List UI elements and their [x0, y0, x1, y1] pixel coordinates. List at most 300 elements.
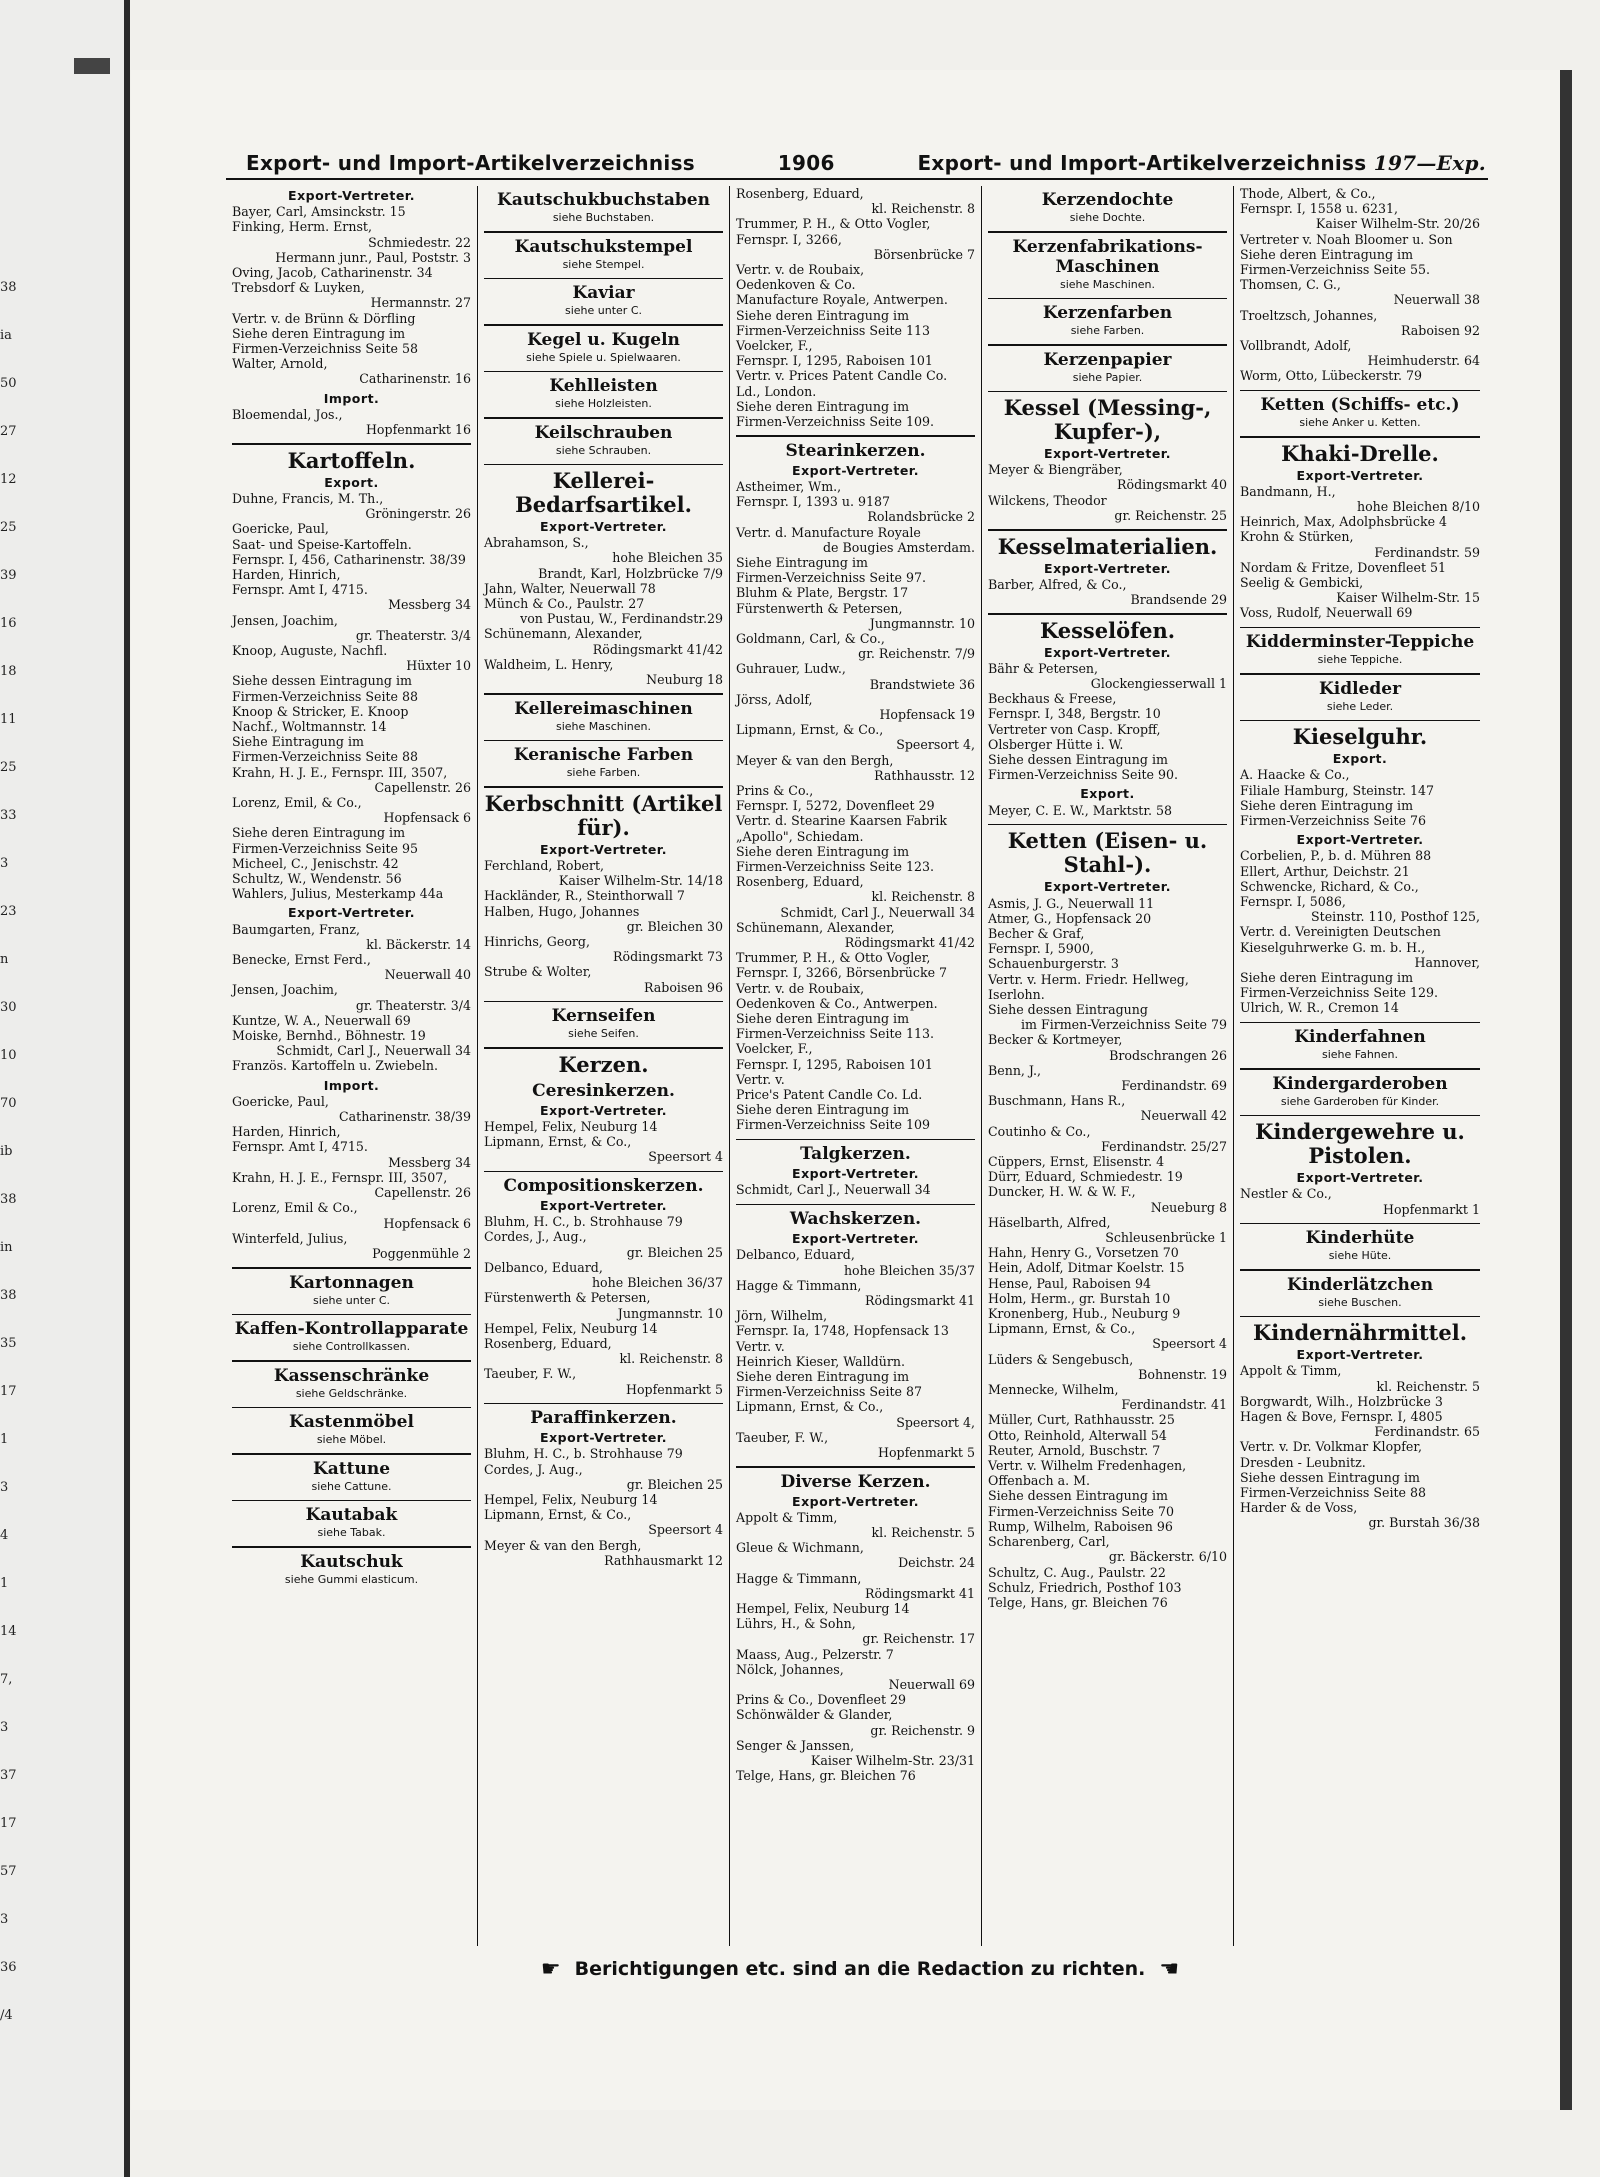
directory-entry: Lipmann, Ernst, & Co., — [736, 722, 884, 738]
category-title: Kassenschränke — [273, 1365, 430, 1386]
directory-entry: Voelcker, F., — [736, 338, 813, 354]
block-divider — [484, 231, 723, 233]
directory-entry: Lipmann, Ernst, & Co., — [988, 1321, 1136, 1337]
directory-entry: Winterfeld, Julius, — [232, 1230, 348, 1246]
directory-entry: Worm, Otto, Lübeckerstr. 79 — [1240, 368, 1423, 384]
gutter-mark: 50 — [0, 376, 17, 391]
section-heading: Import. — [323, 390, 380, 406]
gutter-mark: 18 — [0, 664, 17, 679]
directory-entry: Messberg 34 — [388, 1154, 471, 1170]
section-heading: Export-Vertreter. — [1044, 644, 1171, 660]
gutter-mark: 38 — [0, 280, 17, 295]
page-footer — [480, 1954, 1240, 1984]
block-divider — [232, 1360, 471, 1362]
category-title: Kindergewehre u. Pistolen. — [1255, 1119, 1465, 1169]
directory-entry: Lorenz, Emil & Co., — [232, 1200, 358, 1216]
directory-entry: Fernspr. I, 3266, — [736, 231, 842, 247]
gutter-mark: 1 — [0, 1576, 9, 1591]
subcategory-title: Ceresinkerzen. — [532, 1080, 675, 1101]
directory-entry: Siehe deren Eintragung im — [1240, 797, 1414, 813]
directory-entry: Prins & Co., Dovenfleet 29 — [736, 1692, 907, 1708]
category-title: Kegel u. Kugeln — [527, 329, 680, 350]
directory-entry: Capellenstr. 26 — [374, 1185, 471, 1201]
category-title: Kesselöfen. — [1039, 617, 1176, 643]
gutter-mark: 3 — [0, 1480, 9, 1495]
category-title: Kerzenfarben — [1042, 303, 1173, 323]
directory-entry: Schmidt, Carl J., Neuerwall 34 — [736, 1182, 931, 1198]
directory-block — [988, 350, 1227, 393]
directory-entry: Becher & Graf, — [988, 925, 1085, 941]
directory-entry: hohe Bleichen 35 — [612, 550, 723, 566]
category-title: Kattune — [312, 1458, 391, 1479]
directory-entry: Siehe dessen Eintragung im — [988, 1488, 1168, 1504]
section-heading: Export-Vertreter. — [1296, 1170, 1424, 1186]
block-divider — [1240, 1115, 1480, 1117]
directory-entry: Siehe dessen Eintragung im — [988, 752, 1168, 768]
directory-entry: Siehe dessen Eintragung — [988, 1001, 1148, 1017]
directory-entry: Siehe Eintragung im — [736, 554, 868, 570]
directory-block — [736, 1472, 975, 1784]
block-divider — [232, 1267, 471, 1269]
directory-entry: Siehe deren Eintragung im — [736, 1011, 910, 1027]
cross-reference: siehe Controllkassen. — [292, 1340, 411, 1354]
directory-entry: Schulz, Friedrich, Posthof 103 — [988, 1579, 1182, 1595]
directory-entry: Voelcker, F., — [736, 1041, 813, 1057]
directory-block — [232, 1273, 471, 1316]
directory-entry: Jörn, Wilhelm, — [736, 1308, 828, 1324]
block-divider — [232, 1314, 471, 1316]
cross-reference: siehe Dochte. — [1069, 211, 1146, 224]
directory-block — [736, 1209, 975, 1468]
block-divider — [1240, 673, 1480, 675]
directory-entry: Vertr. v. — [736, 1071, 785, 1087]
cross-reference: siehe Seifen. — [568, 1027, 639, 1041]
directory-block — [484, 190, 723, 233]
directory-entry: Firmen-Verzeichniss Seite 113. — [736, 1026, 935, 1042]
section-heading: Export-Vertreter. — [540, 519, 667, 534]
directory-entry: Fernspr. Amt I, 4715. — [232, 582, 368, 598]
directory-entry: Neuburg 18 — [646, 672, 723, 688]
directory-entry: Ferdinandstr. 65 — [1374, 1424, 1480, 1440]
directory-entry: Lipmann, Ernst, & Co., — [736, 1399, 884, 1415]
section-heading: Export-Vertreter. — [792, 1166, 919, 1182]
directory-entry: Hackländer, R., Steinthorwall 7 — [484, 888, 685, 904]
directory-block — [1240, 1275, 1480, 1318]
directory-entry: Harden, Hinrich, — [232, 1124, 341, 1140]
directory-entry: Catharinenstr. 16 — [359, 371, 471, 387]
directory-entry: Rosenberg, Eduard, — [736, 186, 864, 201]
block-divider — [1240, 436, 1480, 438]
block-divider — [988, 529, 1227, 531]
category-title: Kellerei-Bedarfsartikel. — [515, 468, 692, 517]
directory-entry: Französ. Kartoffeln u. Zwiebeln. — [232, 1058, 438, 1074]
directory-entry: Bandmann, H., — [1240, 483, 1336, 499]
directory-entry: hohe Bleichen 36/37 — [591, 1275, 723, 1291]
directory-entry: Firmen-Verzeichniss Seite 76 — [1240, 812, 1427, 828]
gutter-mark: 70 — [0, 1096, 17, 1111]
directory-entry: Fernspr. I, 456, Catharinenstr. 38/39 — [232, 551, 466, 567]
directory-entry: Kronenberg, Hub., Neuburg 9 — [988, 1306, 1181, 1322]
directory-entry: Vertr. d. Manufacture Royale — [736, 524, 921, 540]
directory-entry: gr. Bleichen 25 — [626, 1476, 723, 1492]
directory-entry: Vertr. v. Prices Patent Candle Co. — [736, 368, 948, 384]
directory-entry: de Bougies Amsterdam. — [822, 539, 975, 555]
directory-entry: Goldmann, Carl, & Co., — [736, 630, 885, 646]
directory-entry: Barber, Alfred, & Co., — [988, 576, 1127, 592]
directory-entry: hohe Bleichen 8/10 — [1356, 499, 1480, 515]
footer-note: Berichtigungen etc. sind an die Redaction zu richten. — [574, 1958, 1146, 1980]
directory-entry: Ferdinandstr. 69 — [1121, 1078, 1227, 1093]
block-divider — [232, 1407, 471, 1409]
header-right — [917, 151, 1486, 175]
gutter-mark: 17 — [0, 1816, 17, 1831]
section-heading: Export. — [324, 474, 379, 490]
directory-entry: Siehe dessen Eintragung im — [1240, 1469, 1420, 1485]
directory-entry: Hopfenmarkt 16 — [365, 422, 471, 438]
directory-entry: gr. Bleichen 25 — [626, 1244, 723, 1260]
directory-entry: gr. Bäckerstr. 6/10 — [1108, 1549, 1227, 1565]
directory-entry: Bayer, Carl, Amsinckstr. 15 — [232, 204, 406, 220]
category-title: Kinderlätzchen — [1286, 1274, 1434, 1295]
cross-reference: siehe unter C. — [564, 304, 642, 317]
directory-entry: Speersort 4 — [648, 1522, 723, 1538]
directory-entry: Meyer & van den Bergh, — [736, 752, 894, 768]
block-divider — [988, 344, 1227, 346]
directory-entry: Firmen-Verzeichniss Seite 90. — [988, 767, 1179, 783]
directory-entry: Schleusenbrücke 1 — [1105, 1230, 1227, 1246]
directory-entry: Hagge & Timmann, — [736, 1277, 862, 1293]
directory-entry: Firmen-Verzeichniss Seite 70 — [988, 1503, 1175, 1519]
directory-block — [484, 699, 723, 742]
header-left-title: Export- und Import-Artikelverzeichniss — [246, 151, 695, 175]
cross-reference: siehe Schrauben. — [555, 443, 652, 457]
section-heading: Export-Vertreter. — [792, 462, 919, 478]
directory-entry: Taeuber, F. W., — [484, 1366, 577, 1382]
directory-block — [1240, 1074, 1480, 1117]
directory-entry: Micheel, C., Jenischstr. 42 — [232, 855, 399, 871]
category-title: Stearinkerzen. — [785, 440, 926, 461]
section-heading: Export-Vertreter. — [540, 1198, 667, 1214]
directory-entry: Senger & Janssen, — [736, 1737, 855, 1753]
directory-entry: Hempel, Felix, Neuburg 14 — [736, 1601, 910, 1617]
page-edge — [1560, 70, 1572, 2110]
directory-block — [988, 786, 1227, 825]
directory-block — [484, 330, 723, 373]
directory-entry: Telge, Hans, gr. Bleichen 76 — [988, 1594, 1168, 1610]
directory-entry: Speersort 4, — [896, 737, 975, 753]
directory-entry: Ellert, Arthur, Deichstr. 21 — [1240, 863, 1410, 879]
directory-entry: Meyer & van den Bergh, — [484, 1537, 642, 1553]
directory-entry: Wahlers, Julius, Mesterkamp 44a — [232, 886, 444, 902]
directory-entry: Neuerwall 69 — [888, 1677, 975, 1693]
directory-entry: Hopfensack 6 — [383, 810, 471, 826]
category-title: Kidderminster-Teppiche — [1245, 632, 1475, 653]
block-divider — [988, 391, 1227, 393]
directory-entry: Hermann junr., Paul, Poststr. 3 — [275, 249, 471, 265]
directory-entry: Fernspr. Amt I, 4715. — [232, 1139, 368, 1155]
directory-entry: hohe Bleichen 35/37 — [843, 1262, 975, 1278]
directory-entry: im Firmen-Verzeichniss Seite 79 — [1020, 1017, 1227, 1033]
directory-entry: Schauenburgerstr. 3 — [988, 956, 1119, 972]
directory-entry: Fernspr. I, 1295, Raboisen 101 — [736, 1056, 933, 1072]
cross-reference: siehe Buchstaben. — [552, 211, 655, 224]
directory-entry: Cüppers, Ernst, Elisenstr. 4 — [988, 1154, 1165, 1170]
cross-reference: siehe Maschinen. — [1059, 277, 1156, 291]
directory-entry: Glockengiesserwall 1 — [1090, 676, 1227, 692]
directory-entry: A. Haacke & Co., — [1240, 767, 1350, 783]
category-title: Kerbschnitt (Artikel für). — [484, 790, 723, 840]
block-divider — [736, 435, 975, 437]
directory-entry: Poggenmühle 2 — [372, 1245, 471, 1261]
directory-entry: Ferdinandstr. 41 — [1121, 1397, 1227, 1413]
directory-block — [1240, 442, 1480, 629]
directory-entry: Rödingsmarkt 41/42 — [592, 641, 723, 657]
block-divider — [484, 1171, 723, 1173]
page-header — [246, 148, 1486, 178]
gutter-mark: 30 — [0, 1000, 17, 1015]
directory-block — [484, 1006, 723, 1049]
category-title: Kindergarderoben — [1272, 1073, 1448, 1094]
directory-entry: Heinrich, Max, Adolphsbrücke 4 — [1240, 514, 1448, 530]
directory-entry: Fernspr. I, 3266, Börsenbrücke 7 — [736, 965, 948, 981]
directory-entry: Siehe dessen Eintragung im — [232, 673, 412, 689]
directory-entry: Halben, Hugo, Johannes — [484, 903, 640, 919]
directory-block — [988, 237, 1227, 300]
directory-entry: gr. Theaterstr. 3/4 — [355, 997, 471, 1013]
directory-entry: Prins & Co., — [736, 783, 814, 799]
directory-entry: Heimhuderstr. 64 — [1367, 353, 1480, 369]
cross-reference: siehe Anker u. Ketten. — [1299, 416, 1421, 430]
category-title: Ketten (Schiffs- etc.) — [1260, 395, 1460, 416]
directory-entry: Firmen-Verzeichniss Seite 58 — [232, 341, 419, 357]
directory-entry: Heinrich Kieser, Walldürn. — [736, 1353, 905, 1369]
directory-block — [232, 1505, 471, 1548]
directory-entry: Scharenberg, Carl, — [988, 1534, 1110, 1550]
directory-entry: Brodschrangen 26 — [1109, 1047, 1227, 1063]
directory-entry: Benecke, Ernst Ferd., — [232, 952, 371, 968]
directory-entry: von Pustau, W., Ferdinandstr.29 — [520, 611, 723, 627]
block-divider — [484, 1001, 723, 1003]
directory-entry: Rolandsbrücke 2 — [867, 509, 975, 525]
directory-entry: Hempel, Felix, Neuburg 14 — [484, 1320, 658, 1336]
category-title: Khaki-Drelle. — [1281, 440, 1439, 466]
directory-entry: Siehe deren Eintragung im — [736, 398, 910, 414]
gutter-mark: 25 — [0, 760, 17, 775]
directory-block — [988, 396, 1227, 531]
block-divider — [232, 1453, 471, 1455]
directory-entry: Catharinenstr. 38/39 — [338, 1109, 471, 1125]
directory-block — [484, 423, 723, 466]
directory-block — [1240, 1120, 1480, 1224]
directory-block — [232, 1412, 471, 1455]
directory-entry: Cordes, J. Aug., — [484, 1461, 583, 1477]
directory-entry: Jahn, Walter, Neuerwall 78 — [484, 580, 656, 596]
block-divider — [484, 786, 723, 788]
directory-entry: Firmen-Verzeichniss Seite 123. — [736, 859, 935, 875]
directory-entry: kl. Reichenstr. 8 — [619, 1351, 723, 1367]
section-heading: Export-Vertreter. — [540, 1430, 667, 1446]
gutter-mark: 25 — [0, 520, 17, 535]
directory-entry: Hopfensack 6 — [383, 1215, 471, 1231]
directory-entry: Maass, Aug., Pelzerstr. 7 — [736, 1646, 894, 1662]
gutter-mark: 17 — [0, 1384, 17, 1399]
directory-entry: kl. Reichenstr. 5 — [871, 1525, 975, 1541]
directory-entry: kl. Reichenstr. 8 — [871, 889, 975, 905]
cross-reference: siehe Fahnen. — [1321, 1048, 1399, 1062]
block-divider — [1240, 627, 1480, 629]
directory-entry: Bluhm & Plate, Bergstr. 17 — [736, 585, 909, 601]
directory-column-1 — [226, 186, 478, 1946]
directory-entry: Dresden - Leubnitz. — [1240, 1454, 1366, 1470]
directory-entry: Krahn, H. J. E., Fernspr. III, 3507, — [232, 764, 448, 780]
directory-entry: Schmidt, Carl J., Neuerwall 34 — [780, 904, 975, 920]
directory-entry: Neueburg 8 — [1150, 1199, 1227, 1215]
category-title: Paraffinkerzen. — [530, 1408, 677, 1429]
header-year: 1906 — [777, 151, 835, 175]
directory-block — [232, 449, 471, 902]
category-title: Kartoffeln. — [287, 447, 416, 473]
directory-entry: Abrahamson, S., — [484, 535, 589, 551]
directory-entry: Siehe deren Eintragung im — [736, 843, 910, 859]
directory-entry: gr. Reichenstr. 25 — [1114, 507, 1227, 523]
directory-entry: Jensen, Joachim, — [232, 982, 338, 998]
directory-block — [1240, 832, 1480, 1023]
directory-entry: Nordam & Fritze, Dovenfleet 51 — [1240, 559, 1447, 575]
directory-entry: Otto, Reinhold, Alterwall 54 — [988, 1427, 1167, 1443]
directory-block — [232, 188, 471, 387]
category-title: Kautschuk — [300, 1551, 403, 1572]
directory-columns — [226, 186, 1488, 1946]
directory-entry: Müller, Curt, Rathhausstr. 25 — [988, 1412, 1175, 1428]
directory-entry: Firmen-Verzeichniss Seite 129. — [1240, 985, 1439, 1001]
directory-entry: Firmen-Verzeichniss Seite 113 — [736, 322, 931, 338]
block-divider — [232, 1500, 471, 1502]
directory-entry: Astheimer, Wm., — [736, 478, 842, 494]
directory-entry: gr. Bleichen 30 — [626, 918, 723, 934]
directory-entry: Fernspr. I, 5900, — [988, 941, 1094, 957]
directory-entry: Duncker, H. W. & W. F., — [988, 1184, 1136, 1200]
section-heading: Import. — [323, 1077, 380, 1093]
block-divider — [232, 1546, 471, 1548]
directory-block — [484, 1053, 723, 1172]
directory-entry: Bloemendal, Jos., — [232, 406, 343, 422]
directory-entry: Siehe deren Eintragung im — [232, 825, 406, 841]
directory-entry: Voss, Rudolf, Neuerwall 69 — [1240, 605, 1413, 621]
directory-entry: Ulrich, W. R., Cremon 14 — [1240, 1000, 1399, 1016]
directory-entry: gr. Burstah 36/38 — [1368, 1515, 1480, 1531]
directory-entry: Siehe deren Eintragung im — [736, 1368, 910, 1384]
directory-entry: Vertr. d. Stearine Kaarsen Fabrik — [736, 813, 948, 829]
directory-entry: gr. Reichenstr. 17 — [862, 1631, 975, 1647]
directory-entry: Trummer, P. H., & Otto Vogler, — [736, 950, 931, 966]
directory-entry: Ld., London. — [736, 383, 817, 399]
directory-block — [988, 303, 1227, 346]
category-title: Kaffen-Kontrollapparate — [234, 1319, 469, 1340]
directory-entry: Vertr. v. Herm. Friedr. Hellweg, — [988, 971, 1189, 987]
directory-entry: Ferdinandstr. 25/27 — [1101, 1138, 1227, 1154]
directory-block — [484, 1176, 723, 1404]
directory-entry: Taeuber, F. W., — [736, 1429, 829, 1445]
gutter-mark: 38 — [0, 1288, 17, 1303]
header-right-title: Export- und Import-Artikelverzeichniss — [917, 151, 1367, 175]
directory-block — [988, 535, 1227, 615]
directory-entry: gr. Reichenstr. 7/9 — [858, 646, 975, 662]
directory-entry: Gleue & Wichmann, — [736, 1540, 864, 1556]
directory-entry: Benn, J., — [988, 1062, 1042, 1078]
directory-entry: Siehe deren Eintragung im — [232, 325, 406, 341]
category-title: Kerzenfabrikations-Maschinen — [1012, 236, 1203, 277]
directory-entry: Becker & Kortmeyer, — [988, 1032, 1123, 1048]
gutter-mark: 23 — [0, 904, 17, 919]
directory-entry: Nölck, Johannes, — [736, 1661, 844, 1677]
directory-entry: Schmiedestr. 22 — [368, 234, 471, 250]
directory-entry: Iserlohn. — [988, 986, 1045, 1002]
directory-entry: Krahn, H. J. E., Fernspr. III, 3507, — [232, 1169, 448, 1185]
directory-entry: Vertreter v. Noah Bloomer u. Son — [1240, 231, 1453, 247]
gutter-mark: 37 — [0, 1768, 17, 1783]
directory-entry: Walter, Arnold, — [232, 356, 328, 372]
directory-block — [1240, 725, 1480, 828]
directory-entry: Hüxter 10 — [406, 658, 471, 674]
directory-entry: kl. Bäckerstr. 14 — [366, 936, 471, 952]
cross-reference: siehe unter C. — [312, 1293, 390, 1307]
category-title: Kautschukbuchstaben — [497, 190, 710, 210]
directory-entry: Capellenstr. 26 — [374, 779, 471, 795]
directory-entry: Beckhaus & Freese, — [988, 691, 1117, 707]
directory-entry: Hannover, — [1414, 954, 1480, 970]
directory-entry: Hempel, Felix, Neuburg 14 — [484, 1118, 658, 1134]
directory-entry: Kaiser Wilhelm-Str. 23/31 — [810, 1753, 975, 1769]
directory-entry: Siehe deren Eintragung im — [736, 1102, 910, 1118]
pointing-hand-left-icon: ☚ — [1159, 1956, 1180, 1982]
block-divider — [1240, 720, 1480, 722]
directory-entry: Vertr. v. Wilhelm Fredenhagen, — [988, 1458, 1187, 1474]
gutter-mark: 38 — [0, 1192, 17, 1207]
block-divider — [736, 1204, 975, 1206]
directory-entry: Jensen, Joachim, — [232, 612, 338, 628]
directory-entry: Waldheim, L. Henry, — [484, 656, 614, 672]
gutter-mark: 12 — [0, 472, 17, 487]
cross-reference: siehe Geldschränke. — [295, 1386, 408, 1400]
directory-entry: Rathhausstr. 12 — [874, 767, 975, 783]
directory-entry: Kuntze, W. A., Neuerwall 69 — [232, 1012, 411, 1028]
directory-entry: Price's Patent Candle Co. Ld. — [736, 1087, 923, 1103]
category-title: Kellereimaschinen — [514, 698, 693, 719]
directory-entry: Rödingsmarkt 41 — [865, 1585, 975, 1601]
directory-entry: Rathhausmarkt 12 — [604, 1552, 723, 1568]
directory-entry: Fürstenwerth & Petersen, — [484, 1290, 651, 1306]
gutter-mark: 3 — [0, 1912, 9, 1927]
directory-entry: Hopfenmarkt 1 — [1382, 1201, 1480, 1217]
section-heading: Export-Vertreter. — [792, 1231, 919, 1247]
section-heading: Export-Vertreter. — [1044, 560, 1171, 576]
section-heading: Export-Vertreter. — [288, 905, 415, 921]
directory-entry: Hinrichs, Georg, — [484, 933, 590, 949]
category-title: Kerzendochte — [1041, 190, 1174, 210]
directory-block — [232, 905, 471, 1073]
gutter-mark: 16 — [0, 616, 17, 631]
directory-entry: Trebsdorf & Luyken, — [232, 280, 365, 296]
directory-column-2 — [478, 186, 730, 1946]
directory-entry: Schönwälder & Glander, — [736, 1707, 893, 1723]
directory-entry: Vertr. v. Dr. Volkmar Klopfer, — [1240, 1439, 1422, 1455]
directory-block — [484, 283, 723, 326]
directory-entry: Oedenkoven & Co. — [736, 277, 856, 293]
directory-entry: Neuerwall 38 — [1393, 292, 1480, 308]
directory-entry: Vertr. v. de Roubaix, — [736, 980, 865, 996]
directory-block — [1240, 1027, 1480, 1070]
directory-entry: Corbelien, P., b. d. Mühren 88 — [1240, 848, 1432, 864]
